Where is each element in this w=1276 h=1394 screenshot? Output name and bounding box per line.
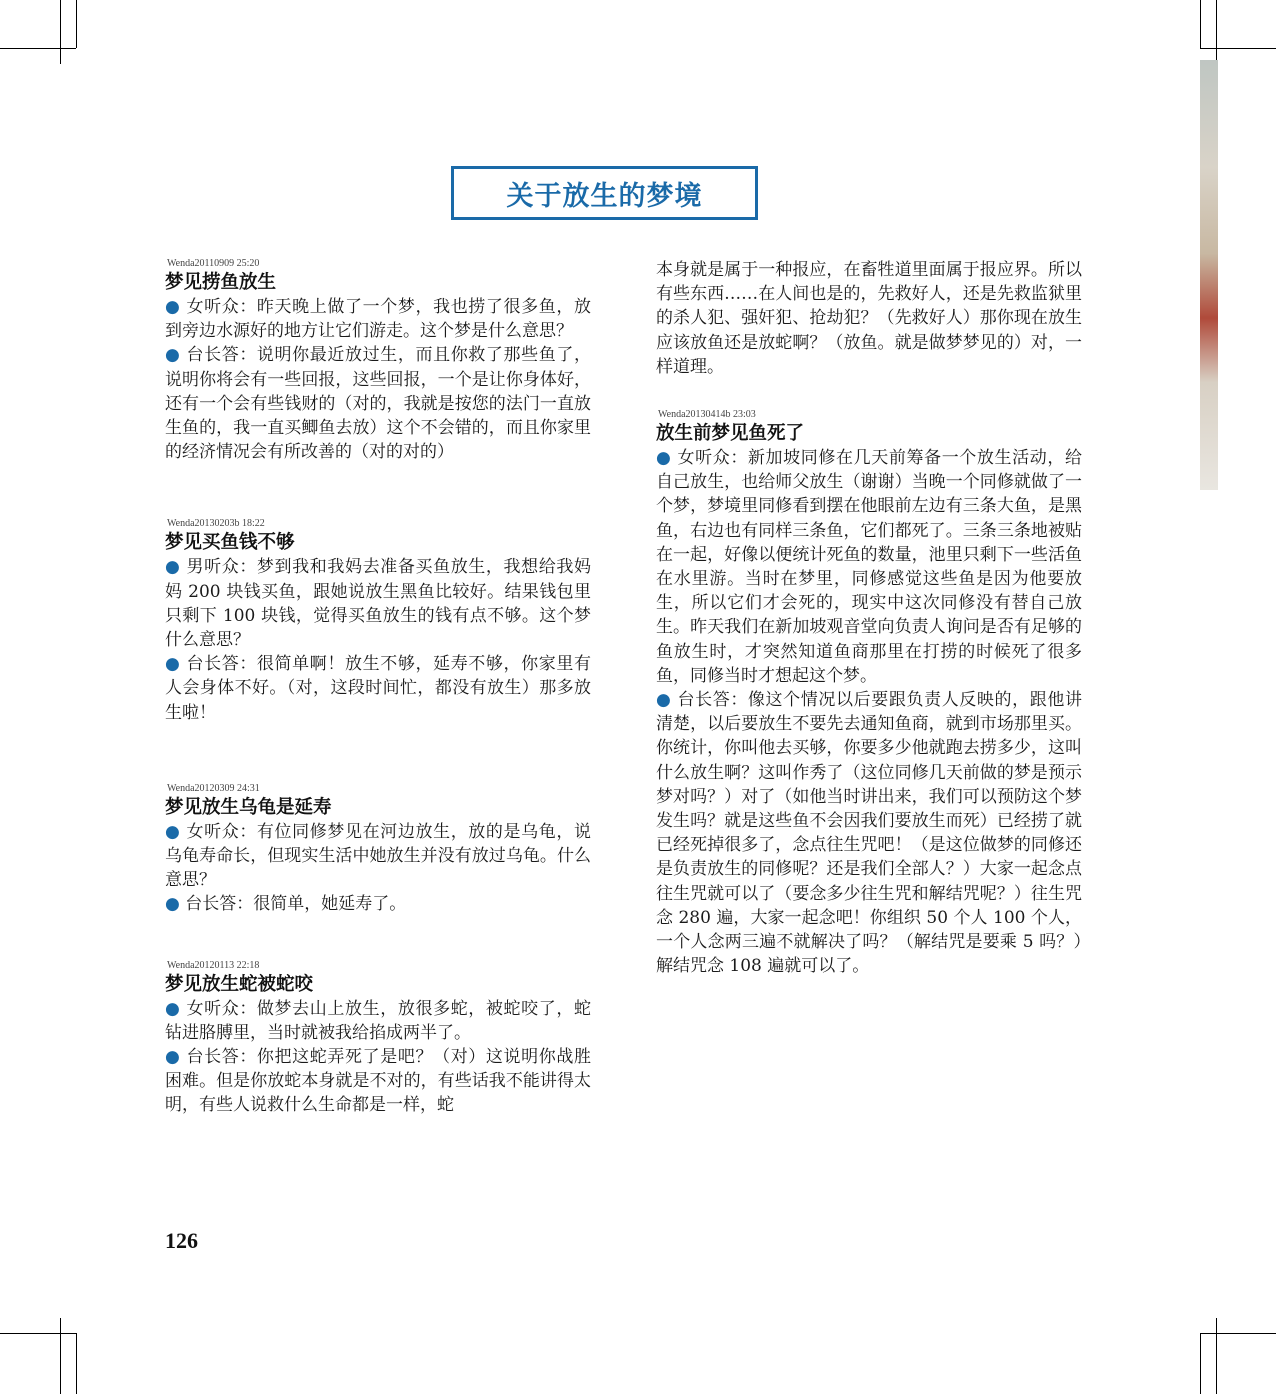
paragraph-text: 台长答：很简单，她延寿了。 xyxy=(179,894,407,915)
entry-timestamp: Wenda20110909 25:20 xyxy=(167,258,260,269)
entry-heading: 梦见放生乌龟是延寿 xyxy=(165,796,332,818)
paragraph-text: 台长答：说明你最近放过生，而且你救了那些鱼了，说明你将会有一些回报，这些回报，一个是让你身体好，还有一个会有些钱财的（对的，我就是按您的法门一直放生鱼的，我一直买鲫鱼去放）这个不会错的，而且你家里的经济情况会有所改善的（对的对的） xyxy=(165,345,591,463)
entry-section xyxy=(165,783,591,917)
crop-mark xyxy=(1216,0,1217,64)
entry-paragraph xyxy=(165,343,591,464)
bullet-icon: ● xyxy=(656,690,672,711)
entry-section xyxy=(165,960,591,1118)
entry-heading: 梦见放生蛇被蛇咬 xyxy=(165,973,314,995)
bullet-icon: ● xyxy=(165,345,181,366)
bullet-icon: ● xyxy=(165,557,181,578)
paragraph-text: 台长答：你把这蛇弄死了是吧？（对）这说明你战胜困难。但是你放蛇本身就是不对的，有些话我不能讲得太明，有些人说救什么生命都是一样，蛇 xyxy=(165,1047,591,1116)
entry-heading: 梦见捞鱼放生 xyxy=(165,272,277,293)
bullet-icon: ● xyxy=(165,297,181,317)
paragraph-text: 女听众：新加坡同修在几天前筹备一个放生活动，给自己放生，也给师父放生（谢谢）当晚一个同修就做了一个梦，梦境里同修看到摆在他眼前左边有三条大鱼，是黑鱼，右边也有同样三条鱼，它们都死了。三条三条地被贴在一起，好像以便统计死鱼的数量，池里只剩下一些活鱼在水里游。当时在梦里，同修感觉这些鱼是因为他要放生，所以它们才会死的，现实中这次同修没有替自己放生。昨天我们在新加坡观音堂向负责人询问是否有足够的鱼放生时，才突然知道鱼商那里在打捞的时候死了很多鱼，同修当时才想起这个梦。 xyxy=(656,448,1082,686)
chapter-title: 关于放生的梦境 xyxy=(506,180,703,212)
crop-mark xyxy=(1200,1333,1276,1334)
bullet-icon: ● xyxy=(165,1047,181,1068)
entry-paragraph xyxy=(165,997,591,1045)
crop-mark xyxy=(1216,1318,1217,1394)
chapter-title-box xyxy=(451,166,758,220)
continuation-paragraph: 本身就是属于一种报应，在畜牲道里面属于报应界。所以有些东西……在人间也是的，先救好人，还是先救监狱里的杀人犯、强奸犯、抢劫犯？（先救好人）那你现在放生应该放鱼还是放蛇啊？（放鱼。就是做梦梦见的）对，一样道理。 xyxy=(656,260,1082,377)
paragraph-text: 女听众：有位同修梦见在河边放生，放的是乌龟，说乌龟寿命长，但现实生活中她放生并没有放过乌龟。什么意思？ xyxy=(165,821,591,891)
entry-heading: 放生前梦见鱼死了 xyxy=(656,423,805,445)
paragraph-text: 男听众：梦到我和我妈去准备买鱼放生，我想给我妈妈 200 块钱买鱼，跟她说放生黑鱼比较好。结果钱包里只剩下 100 块钱，觉得买鱼放生的钱有点不够。这个梦什么意思？ xyxy=(165,557,591,651)
crop-mark xyxy=(1200,48,1276,49)
left-column xyxy=(165,258,591,1118)
bullet-icon: ● xyxy=(165,654,181,675)
entry-section xyxy=(656,409,1082,978)
entry-paragraph xyxy=(656,688,1082,978)
entry-section xyxy=(165,518,591,724)
crop-mark xyxy=(76,0,77,48)
entry-paragraph xyxy=(165,1045,591,1118)
crop-mark xyxy=(60,0,61,64)
crop-mark xyxy=(1200,1333,1201,1394)
entry-paragraph xyxy=(165,820,591,893)
crop-mark xyxy=(76,1333,77,1394)
bullet-icon: ● xyxy=(165,894,180,915)
entry-paragraph xyxy=(165,892,591,916)
crop-mark xyxy=(0,48,76,49)
entry-paragraph xyxy=(165,555,591,652)
entry-timestamp: Wenda20130203b 18:22 xyxy=(167,518,265,530)
entry-timestamp: Wenda20130414b 23:03 xyxy=(658,409,756,421)
paragraph-text: 女听众：昨天晚上做了一个梦，我也捞了很多鱼，放到旁边水源好的地方让它们游走。这个梦是什么意思？ xyxy=(165,297,591,342)
entry-section xyxy=(165,258,591,464)
right-column xyxy=(656,258,1082,978)
entry-timestamp: Wenda20120309 24:31 xyxy=(167,782,260,794)
paragraph-text: 女听众：做梦去山上放生，放很多蛇，被蛇咬了，蛇钻进胳膊里，当时就被我给掐成两半了。 xyxy=(165,998,591,1043)
entry-timestamp: Wenda20120113 22:18 xyxy=(167,959,260,971)
photo-bleed-strip xyxy=(1200,60,1218,490)
entry-heading: 梦见买鱼钱不够 xyxy=(165,532,295,554)
bullet-icon: ● xyxy=(656,448,672,469)
entry-paragraph xyxy=(165,652,591,725)
entry-paragraph xyxy=(656,446,1082,688)
crop-mark xyxy=(60,1318,61,1394)
paragraph-text: 台长答：很简单啊！放生不够，延寿不够，你家里有人会身体不好。（对，这段时间忙，都没有放生）那多放生啦！ xyxy=(165,654,591,723)
page-number: 126 xyxy=(165,1228,198,1253)
entry-paragraph xyxy=(165,295,591,343)
crop-mark xyxy=(1200,0,1201,48)
paragraph-text: 台长答：像这个情况以后要跟负责人反映的，跟他讲清楚，以后要放生不要先去通知鱼商，就到市场那里买。你统计，你叫他去买够，你要多少他就跑去捞多少，这叫什么放生啊？这叫作秀了（这位同修几天前做的梦是预示梦对吗？）对了（如他当时讲出来，我们可以预防这个梦发生吗？就是这些鱼不会因我们要放生而死）已经捞了就已经死掉很多了，念点往生咒吧！（是这位做梦的同修还是负责放生的同修呢？还是我们全部人？）大家一起念点往生咒就可以了（要念多少往生咒和解结咒呢？）往生咒念 280 遍，大家一起念吧！你组织 50 个人 100 个人，一个人念两三遍不就解决了吗？（解结咒是要乘 5 吗？）解结咒念 108 遍就可以了。 xyxy=(656,690,1082,977)
crop-mark xyxy=(0,1333,76,1334)
bullet-icon: ● xyxy=(165,998,181,1019)
bullet-icon: ● xyxy=(165,821,181,842)
